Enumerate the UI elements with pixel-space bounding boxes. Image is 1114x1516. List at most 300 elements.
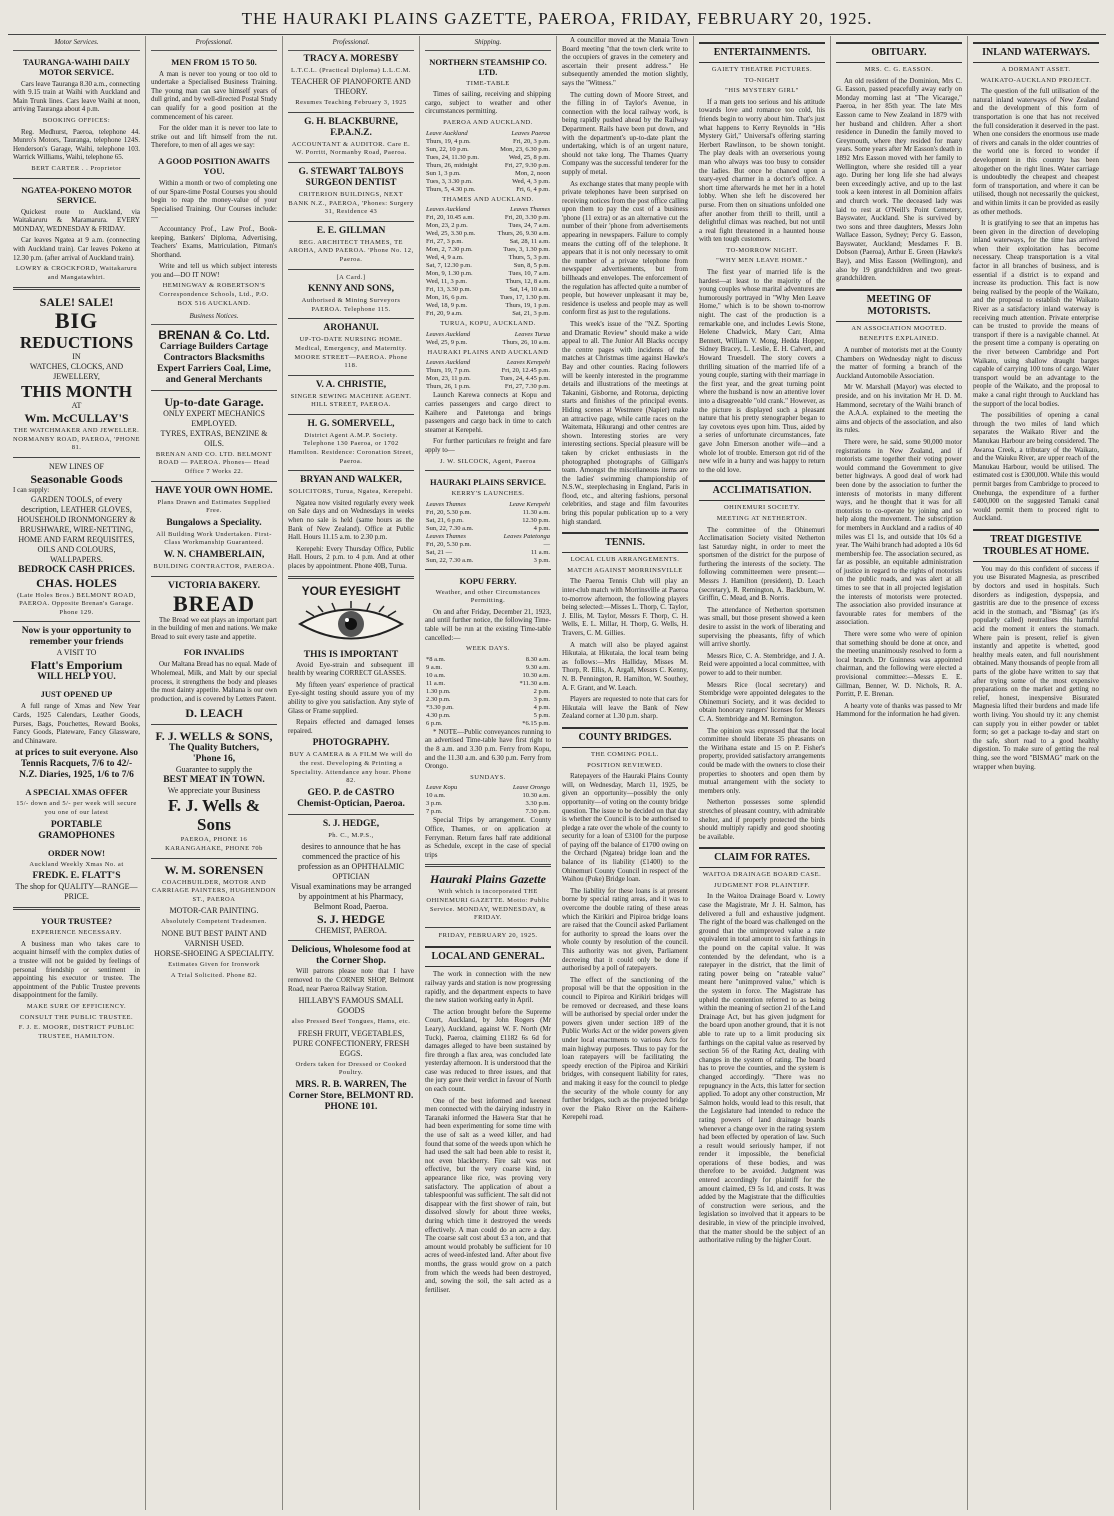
ad-line: District Agent A.M.P. Society. Telephone 130 Paeroa, or 1702 Hamilton. Residence: Coronation Street, Paeroa.: [288, 431, 414, 465]
ad-line: FRESH FRUIT, VEGETABLES, PURE CONFECTIONERY, FRESH EGGS.: [292, 1028, 410, 1058]
article-text: A hearty vote of thanks was passed to Mr Hammond for the information he had given.: [836, 701, 962, 719]
article-subheading: TO-NIGHT: [744, 76, 780, 84]
article-subheading: BENEFITS EXPLAINED.: [859, 335, 939, 343]
timetable-cell: Tues, 24, 11.30 p.m.: [426, 153, 479, 161]
ad-text: On and after Friday, December 21, 1923, and until further notice, the following Time-table will be run at the existing Time-table cancelled:—: [425, 607, 551, 642]
timetable-row: [425, 367, 551, 375]
timetable-cell: Sat, 21 —: [426, 548, 453, 556]
ad-subheading: TIME-TABLE: [466, 79, 510, 87]
ad-display: PHOTOGRAPHY.: [312, 738, 390, 749]
ad-display: Tennis Racquets, 7/6 to 42/- N.Z. Diaries, 1925, 1/6 to 7/6: [19, 759, 134, 781]
article-subheading: GAIETY THEATRE PICTURES.: [711, 66, 813, 73]
article-text: The cutting down of Moore Street, and the filling in of Taylor's Avenue, in connection with the local railway work, is being rapidly pushed ahead by the Railway Department. Rails have been put down, and with the department's up-to-date plant the undertaking, which is of an urgent nature, should not take long. The Thames Quarry Company was the successful tenderer for the supply of metal.: [562, 90, 688, 176]
ad-text: For further particulars re freight and fare apply to—: [425, 437, 551, 454]
ad-line: also Pressed Beef Tongues, Hams, etc.: [291, 1018, 411, 1026]
timetable-cell: 10 a.m.: [426, 792, 446, 800]
ad-line: BERT CARTER . . Proprietor: [31, 164, 122, 172]
timetable-row: [425, 792, 551, 800]
timetable-row: [425, 146, 551, 154]
timetable-row: [425, 154, 551, 162]
article-text: In the Waitoa Drainage Board v. Lowry case the Magistrate, Mr J. H. Salmon, has delivered a full and exhaustive judgment. The right of the board was challenged on the ground that the unimproved value a rate equivalent in total amount to six farthings in the pound on the capital value. It was contended by the defendant, who is a ratepayer in the district, that the limit of rating power being on "rateable value" meant here "unimproved value," which is the system in force. The Magistrate has upheld the contention referred to as being within the meaning of section 21 of the Land Drainage Act, but has given judgment for the board upon another ground, that it is not able to rate up to a limit producing six farthings on the capital value as reserved by section 56 of the Rating Act, dealing with changes in the system of rating. The board has to prove the counties, and the system is changed accordingly. "There was no repugnancy in the Acts, this latter for section applied. To adopt any other construction, Mr Salmon holds, would lead to this result, that the Legislature had intended to reduce the rating powers of land drainage boards whenever a change over in the rating system had been effected by operation of law. Such a result would seriously hamper, if not render it impossible, the beneficial operations of these bodies, and was therefore to be avoided. Judgment was entered accordingly for plaintiff for the amount claimed, £9 5s 1d, and costs. It was added by the Magistrate that the difficulties of construction were serious, and the legislation so involved that it appears to be desirable, in view of the principle involved, that the matter should be the subject of an authoritative ruling by the higher Court.: [699, 892, 825, 1245]
ad-subheading: CONSULT THE PUBLIC TRUSTEE.: [19, 1013, 134, 1021]
ad-subheading: KERRY'S LAUNCHES.: [451, 490, 525, 498]
ad-subheading: Weather, and other Circumstances Permitting.: [435, 588, 541, 605]
ad-text: GARDEN TOOLS, of every description, LEATHER GLOVES, HOUSEHOLD IRONMONGERY & BRUSHWARE, WIRE-NETTING, HOME AND FARM REQUISITES, OILS AND COLOURS, WALLPAPERS.: [17, 494, 136, 564]
timetable-cell: 3.30 p.m.: [525, 800, 550, 808]
ad-heading: YOUR TRUSTEE?: [41, 916, 112, 927]
timetable-cell: 3 p.m.: [533, 695, 550, 703]
timetable-cell: Leaves Turua: [514, 330, 550, 338]
timetable-cell: Sat, 14, 10 a.m.: [509, 286, 550, 294]
timetable-row: [425, 680, 551, 688]
timetable-cell: Fri, 20, 3 p.m.: [512, 137, 550, 145]
timetable-header-row: [425, 206, 551, 214]
column-8: [967, 36, 1104, 1510]
ad-text: Repairs effected and damaged lenses repaired.: [288, 718, 414, 735]
timetable-row: [425, 375, 551, 383]
timetable-row: [425, 286, 551, 294]
article-text: You may do this confident of success if you use Bisurated Magnesia, as prescribed by doctors and used in hospitals. Such disorders as indigestion, dyspepsia, and gastritis are due to the presence of excess acid in the stomach, and "Bismag" (as it's popularly called) neutralises this harmful acid the moment it enters the stomach. Where pain is present, relief is given instantly and appetite is whetted, good healthy meals eaten, and full nourishment obtained. Many thousands of people from all parts of the globe have written to say that after trying some of the most expensive preparations on the market and getting no relief, honest, inexpensive Bisurated Magnesia lifted their burdens and made life worth living. You should try it: any chemist can supply you in either powder or tablet form; so get a package to-day and start on the safe, short road to a good healthy digestion. To make sure of getting the real thing, see the word "BISMAG" mark on the wrapper when buying.: [973, 564, 1099, 771]
article-text: The liability for these loans is at present borne by special rating areas, and it was to overcome the double rating of these areas which the Kirikiri and Pipiroa bridge loans are raised that the Council asked Parliament for authority to spread the loans over the whole county by resolution of the council. This authority was not given, Parliament decreeing that it could only be done if authorised by a poll of ratepayers.: [562, 886, 688, 973]
timetable-cell: Leaves Auckland: [426, 330, 471, 338]
ad-line: Plans Drawn and Estimates Supplied Free.: [157, 498, 271, 515]
timetable-cell: Wed, 11, 3 p.m.: [426, 278, 467, 286]
article-text: Players are requested to note that cars for Hikutaia will leave the Bank of New Zealand corner at 1.30 p.m. sharp.: [562, 695, 688, 721]
timetable-cell: Mon, 2, noon: [514, 169, 550, 177]
ad-line: HORSE-SHOEING A SPECIALITY.: [154, 948, 274, 958]
timetable-cell: Tues, 24, 4.45 p.m.: [500, 375, 550, 383]
timetable-row: [425, 557, 551, 565]
ad-line: Absolutely Competent Tradesmen.: [161, 918, 267, 926]
article-text: Messrs Rice (local secretary) and Stembridge were appointed delegates to the Ohinemuri Society, and it was decided to obtain honorary rangers' licenses for Messrs C. A. Stembridge and M. Remington.: [699, 680, 825, 723]
article-subheading: "HIS MYSTERY GIRL": [725, 87, 799, 95]
timetable-kerrys: [425, 501, 551, 533]
timetable-cell: Sun, 22, 10 p.m.: [426, 145, 469, 153]
timetable-cell: Thurs, 26, 9.30 a.m.: [497, 230, 550, 238]
timetable-cell: Thurs, 5, 3 p.m.: [508, 254, 550, 262]
article-subheading: A DORMANT ASSET.: [1001, 66, 1071, 73]
timetable-row: [425, 509, 551, 517]
ad-display: AROHANUI.: [323, 323, 379, 334]
timetable-cell: Leave Auckland: [426, 129, 468, 137]
timetable-cell: Sun, 8, 5 p.m.: [513, 262, 550, 270]
timetable-cell: Leave Orongo: [512, 784, 550, 792]
ad-text: Visual examinations may be arranged by appointment at his Pharmacy, Belmont Road, Paeroa.: [290, 882, 412, 912]
article-heading: OBITUARY.: [836, 42, 962, 63]
ad-display: 'Phone 16,: [192, 754, 236, 765]
timetable-cell: Leaves Kerepehi: [506, 359, 550, 367]
timetable-row: [425, 222, 551, 230]
ad-line: CRITERION BUILDINGS, NEXT BANK N.Z., PAEROA, 'Phones: Surgery 31, Residence 43: [288, 190, 414, 216]
ad-heading: NORTHERN STEAMSHIP CO. LTD.: [429, 56, 547, 77]
ad-display: Bungalows a Speciality.: [166, 517, 262, 528]
timetable-cell: Fri, 13, 3.30 p.m.: [426, 286, 472, 294]
section-label: Professional.: [288, 36, 414, 51]
ad-display: S. J. HEDGE,: [322, 818, 380, 829]
timetable-cell: Fri, 27, 9.30 p.m.: [504, 161, 550, 169]
ad-line: NONE BUT BEST PAINT AND VARNISH USED.: [161, 928, 267, 948]
column-2: [145, 36, 282, 1510]
article-subheading: TO-MORROW NIGHT.: [726, 246, 798, 254]
timetable-cell: Mon, 23, 11 p.m.: [426, 375, 471, 383]
ad-line: Ph. C., M.P.S.,: [328, 831, 374, 839]
timetable-cell: Fri, 27, 3 p.m.: [426, 238, 464, 246]
ad-text: For the older man it is never too late to strike out and lift himself from the rut. Therefore, to men of all ages we say:: [151, 124, 277, 150]
timetable-cell: Sat, 28, 11 a.m.: [509, 238, 550, 246]
article-text: The first year of married life is the hardest—at least to the majority of the young couples whose marital adventures are humorously portrayed in "Why Men Leave Home," which is to be shown to-morrow night. The cast of the production is a remarkable one, and includes Lewis Stone, Helene Chadwick, Mary Carr, Alma Bennett, William V. Mong, Hedda Hopper, Sidney Bracey, L. Leslie, E. H. Calvert, and Howard Truesdell. The story covers a thrilling situation of the married life of a young couple, starting with their marriage in the first year, and the great turning point where the husband is now an attentive lover into a disagreeable "old crank." However, as the picture is displayed such a pleasant nature that his pretty stenographer began to lay covetous eyes upon him. Thus, aided by a series of unfortunate circumstances, fate gave John Emerson another wife—and a whole lot of trouble. Emerson got rid of the new wife in a hurry and was happy to return to the old love.: [699, 268, 825, 474]
timetable-row: [425, 302, 551, 310]
ad-text: Reg. Medhurst, Paeroa, telephone 44. Munro's Motors, Tauranga, telephone 124S. Henderson's Garage, Waihi, telephone 103. Warrick Williams, Waihi, telephone 65.: [13, 127, 140, 162]
timetable-header-row: [425, 130, 551, 138]
ad-line: The shop for QUALITY—RANGE—PRICE.: [15, 882, 138, 902]
ad-text: A business man who takes care to acquaint himself with the complex duties of a trustee will not be guided by feelings of personal friendship or sentiment in appointing his executor or trustee. The appointment of the Public Trustee prevents disappointment for the family.: [13, 939, 140, 1000]
ad-line: NEW LINES OF: [49, 462, 104, 472]
timetable-cell: Tues, 10, 7 a.m.: [508, 270, 550, 278]
ad-line: Auckland Weekly Xmas No. at: [29, 860, 124, 868]
newspaper-nameplate: Hauraki Plains Gazette: [429, 872, 546, 887]
article-heading: ACCLIMATISATION.: [699, 480, 825, 501]
timetable-cell: Leaves Auckland: [426, 206, 471, 214]
timetable-row: [425, 704, 551, 712]
ad-line: All Building Work Undertaken. First-Class Workmanship Guaranteed.: [156, 530, 272, 547]
timetable-cell: Sat, 21, 3 p.m.: [512, 310, 550, 318]
timetable-cell: 11.30 a.m.: [522, 508, 550, 516]
ad-line: UP-TO-DATE NURSING HOME. Medical, Emergency, and Maternity. MOORE STREET—PAEROA. Phone 118.: [294, 336, 408, 370]
ad-subheading: WEEK DAYS.: [465, 645, 511, 653]
timetable-cell: Tues, 3, 3.30 p.m.: [426, 177, 473, 185]
article-subheading: OHINEMURI SOCIETY.: [723, 504, 801, 512]
ad-display: THIS IS IMPORTANT: [303, 649, 399, 660]
ad-heading: FOR INVALIDS: [183, 647, 245, 658]
article-subheading: MEETING AT NETHERTON.: [716, 514, 808, 522]
timetable-cell: Wed, 4, 9 a.m.: [426, 254, 464, 262]
ad-line: A VISIT TO: [56, 648, 97, 658]
article-subheading: AN ASSOCIATION MOOTED.: [851, 324, 947, 332]
timetable-turua: [425, 331, 551, 347]
ad-line: Orders taken for Dressed or Cooked Poultry.: [295, 1060, 407, 1077]
ad-display: W. N. CHAMBERLAIN,: [163, 550, 265, 560]
timetable-row: [425, 170, 551, 178]
article-subheading: MRS. C. G. EASSON.: [864, 66, 934, 73]
ad-subheading: BOOKING OFFICES:: [42, 116, 111, 124]
ad-display: FREDK. E. FLATT'S: [32, 871, 121, 882]
section-label: Professional.: [151, 36, 277, 51]
ad-display: GEO. P. de CASTRO Chemist-Optician, Paeroa.: [297, 787, 405, 809]
article-subheading: POSITION REVIEWED.: [587, 761, 663, 769]
ad-display: BEDROCK CASH PRICES.: [18, 564, 135, 575]
timetable-cell: Tues, 17, 1.30 p.m.: [500, 294, 550, 302]
timetable-row: [425, 664, 551, 672]
timetable-cell: 11 a.m.: [530, 548, 550, 556]
timetable-cell: 4 p.m.: [533, 703, 550, 711]
ad-text: Accountancy Prof., Law Prof., Book-keeping, Bankers' Diploma, Advertising, Teachers' Exams, Matriculation, Pitman's Shorthand.: [151, 224, 277, 259]
ad-heading: HAURAKI PLAINS SERVICE.: [429, 477, 547, 488]
timetable-cell: 5 p.m.: [533, 711, 550, 719]
timetable-heading: THAMES AND AUCKLAND.: [442, 195, 534, 203]
ad-display: W. M. SORENSEN: [164, 862, 264, 877]
ad-display: BREAD: [172, 590, 255, 616]
ad-display: Seasonable Goods: [30, 472, 123, 487]
article-text: Messrs Rice, C. A. Stembridge, and J. A. Reid were appointed a local committee, with power to add to their number.: [699, 651, 825, 677]
ad-line: We appreciate your Business: [167, 786, 261, 796]
article-text: There were, he said, some 90,000 motor registrations in New Zealand, and if motorists came together their voting power would command the Government to give better highways. A good deal of work had been done by the association to further the interests of motorists in many different ways, and he thought that it was for all motorists to co-operate by joining and so help along the movement. The subscription for members in Auckland and a radius of 40 miles was £1 1s, and outside that 10s 6d a year. The Waihi branch had adopted a 10s 6d membership fee. The association secured, as far as possible, an equitable administration of justice in regard to the rights of motorists on the public roads, and was alert at all times to see that in all projected legislation the interests of motorists were protected. The association also provided insurance at favourable rates for members of the association.: [836, 437, 962, 627]
timetable-cell: Leaves Patetonga: [503, 532, 550, 540]
timetable-cell: Wed, 25, 3.30 p.m.: [426, 230, 476, 238]
section-label: Business Notices.: [151, 310, 277, 325]
timetable-cell: Mon, 9, 1.30 p.m.: [426, 270, 473, 278]
timetable-row: [425, 246, 551, 254]
timetable-heading: TURUA, KOPU, AUCKLAND.: [440, 320, 536, 328]
timetable-row: [425, 310, 551, 318]
article-heading: MEETING OF MOTORISTS.: [836, 289, 962, 322]
ad-heading: A GOOD POSITION AWAITS YOU.: [158, 155, 270, 176]
timetable-cell: Wed, 4, 3 p.m.: [512, 177, 550, 185]
timetable-heading: PAEROA AND AUCKLAND.: [443, 118, 533, 126]
timetable-cell: Sun 1, 3 p.m.: [426, 169, 461, 177]
timetable-cell: *11.30 a.m.: [519, 679, 550, 687]
ad-line: A Trial Solicited. Phone 82.: [170, 971, 258, 979]
ad-line: Authorised & Mining Surveyors PAEROA. Telephone 115.: [301, 297, 401, 313]
timetable-cell: Thurs, 5, 4.30 p.m.: [426, 185, 476, 193]
ad-line: (Late Holes Bros.) BELMONT ROAD, PAEROA. Opposite Brenan's Garage. Phone 129.: [17, 591, 136, 616]
timetable-cell: 2.30 p.m.: [426, 695, 451, 703]
ad-heading: ORDER NOW!: [48, 847, 105, 858]
article-heading: TENNIS.: [562, 532, 688, 553]
ad-display: F. J. WELLS & SONS,: [155, 729, 273, 744]
timetable-heading: HAURAKI PLAINS AND AUCKLAND: [427, 348, 549, 356]
article-text: The question of the full utilisation of the natural inland waterways of New Zealand and the development of this form of transportation is one that has not received the full consideration it deserved in the past. When one considers the enormous use made of rivers and canals in the older countries of the world one is forced to wonder if development in this country has been altogether on the right lines. Water carriage is undoubtedly the cheapest and cheapest form of transportation, and where it can be utilised, though not necessarily the quickest, and within limits it can be provided as easily as other methods.: [973, 87, 1099, 216]
article-text: A councillor moved at the Manaia Town Board meeting "that the town clerk write to the occupiers of graves in the cemetery and ascertain their present address." He subsequently amended the motion slightly, says the "Witness.": [562, 36, 688, 87]
timetable-row: [425, 262, 551, 270]
timetable-row: [425, 517, 551, 525]
ad-subheading: EXPERIENCE NECESSARY.: [31, 929, 122, 937]
article-text: There were some who were of opinion that something should be done at once, and the meeting unanimously resolved to form a local branch. Dr Guinness was appointed chairman, and the following were elected a provisional committee:—Messrs E. E. Gillman, Benner, W. D. Nichols, R. A. Porritt, P. E. Brenan.: [836, 630, 962, 699]
timetable-cell: Leaves Paeroa: [511, 129, 550, 137]
article-subheading: JUDGMENT FOR PLAINTIFF.: [714, 881, 810, 889]
ad-line: TEACHER OF PIANOFORTE AND THEORY.: [291, 77, 411, 97]
ad-heading: KOPU FERRY.: [459, 575, 517, 586]
ad-display: F. J. Wells & Sons: [167, 796, 261, 835]
ad-line: MOTOR-CAR PAINTING.: [169, 906, 259, 916]
timetable-cell: Fri, 20, 10.45 a.m.: [426, 214, 475, 222]
timetable-cell: Thurs, 26, 1 p.m.: [426, 383, 471, 391]
timetable-cell: Wed, 25, 8 p.m.: [508, 153, 550, 161]
timetable-row: [425, 214, 551, 222]
article-text: The work in connection with the new railway yards and station is now progressing rapidly, and the department expects to have the new station working early in April.: [425, 970, 551, 1005]
article-heading: LOCAL AND GENERAL.: [425, 946, 551, 967]
section-label: Shipping.: [425, 36, 551, 51]
timetable-cell: *6.15 p.m.: [522, 719, 550, 727]
timetable-row: [425, 294, 551, 302]
article-text: The committee of the Ohinemuri Acclimatisation Society visited Netherton last Saturday night, in order to meet the sportsmen of the district for the purpose of furthering the interests of the society. The following committeemen were present:—Messrs J. Hamilton (president), D. Leach (secretary), R. Remington, A. Backburn, W. Griffin, C. Mead, and B. Norris.: [699, 525, 825, 603]
timetable-cell: Sun, 22, 7.30 a.m.: [426, 556, 474, 564]
article-text: This week's issue of the "N.Z. Sporting and Dramatic Review" should make a wide appeal to all. The Junior All Blacks occupy the centre pages with incidents of the matches at Christmas time against Hawke's Bay and other counties. Racing followers will be keenly interested in the programme details and illustrations of the meetings at Takanini, Gisborne, and Rotorua, depicting starts and finishes of the principal events. Hiding scenes at Westmere (Napier) make an attractive page, while cattle races on the Waitemata, Hikurangi and other centres are shown. Interesting stories are very interesting sections. Special pleasure will be taken by cricket enthusiasts in the photographed photographs of Gilligan's team. Amongst the miscellaneous items are the ladies' swimming championship of N.S.W., steeplechasing in England, Paris in flood, etc., and altering fashions, personal celebrities, and stage and film favourites bring this popular publication up to a very high standard.: [562, 320, 688, 526]
ad-text: Quickest route to Auckland, via Waitakaruru & Maramarura. EVERY MONDAY, WEDNESDAY & FRIDAY.: [13, 207, 140, 233]
ad-display: CHAS. HOLES: [36, 575, 117, 590]
ad-line: COACHBUILDER, MOTOR AND CARRIAGE PAINTERS, HUGHENDON ST., PAEROA: [151, 878, 277, 903]
timetable-cell: 10 a.m.: [426, 671, 446, 679]
timetable-cell: 4.30 p.m.: [426, 711, 451, 719]
ad-text: A man is never too young or too old to undertake a Specialised Business Training. The young man can save himself years of dull grind, and by well-directed Postal Study can qualify for a good position at the commencement of his career.: [151, 69, 277, 121]
ad-line: Resumes Teaching February 3, 1925: [295, 99, 407, 107]
ad-display: at prices to suit everyone. Also: [15, 748, 138, 759]
ad-display: S. J. HEDGE: [316, 912, 385, 927]
timetable-cell: Mon, 23, 6.30 p.m.: [500, 145, 550, 153]
ad-subheading: SUNDAYS.: [470, 773, 506, 781]
timetable-cell: Thurs, 26, midnight: [426, 161, 478, 169]
timetable-row: [425, 525, 551, 533]
ad-line: ACCOUNTANT & AUDITOR. Care E. W. Porritt, Normanby Road, Paeroa.: [291, 140, 411, 157]
ad-display: TRACY A. MORESBY: [303, 53, 399, 64]
ad-text: Write and tell us which subject interests you and—DO IT NOW!: [151, 262, 277, 279]
timetable-cell: Leave Kopu: [426, 784, 458, 792]
article-subheading: WAIKATO-AUCKLAND PROJECT.: [980, 76, 1092, 84]
timetable-cell: Mon, 2, 7.30 p.m.: [426, 246, 473, 254]
masthead: THE HAURAKI PLAINS GAZETTE, PAEROA, FRIDAY, FEBRUARY 20, 1925.: [8, 4, 1106, 35]
timetable-thames: [425, 206, 551, 318]
timetable-cell: Tues, 3, 1.30 p.m.: [503, 246, 550, 254]
ad-heading: MEN FROM 15 TO 50.: [171, 56, 257, 67]
article-text: The attendance of Netherton sportsmen was small, but those present showed a keen desire to assist in the work of liberating and supervising the pheasants, fifty of which will arrive shortly.: [699, 605, 825, 649]
ad-text: Car leaves Ngatea at 9 a.m. (connecting with Auckland train). Car leaves Pokeno at 12.30 p.m. (after arrival of Auckland train).: [13, 236, 140, 262]
article-subheading: WAITOA DRAINAGE BOARD CASE.: [702, 871, 822, 879]
timetable-row: [425, 712, 551, 720]
column-4: [419, 36, 556, 1510]
ad-text: Within a month or two of completing one of our Spare-time Postal Courses you should begin to reap the money-value of your Specialised Training. Our Courses include:—: [151, 178, 277, 222]
ad-text: * NOTE—Public conveyances running to an advertised Time-table have first right to the 8 a.m. and 3.30 p.m. Ferry from Kopu, and the 11.30 a.m. and 6.30 p.m. Ferry from Orongo.: [425, 727, 551, 771]
ad-text: Will patrons please note that I have removed to the CORNER SHOP, Belmont Road, near Paeroa Railway Station.: [288, 967, 414, 993]
timetable-cell: Thurs, 19, 1 p.m.: [505, 302, 550, 310]
timetable-cell: Thurs, 12, 8 a.m.: [505, 278, 550, 286]
timetable-row: [425, 339, 551, 347]
timetable-row: [425, 383, 551, 391]
timetable-cell: Leaves Thames: [510, 206, 550, 214]
ad-display: HAVE YOUR OWN HOME.: [155, 485, 273, 496]
timetable-cell: 3 p.m.: [533, 556, 550, 564]
timetable-row: [425, 808, 551, 816]
column-7: [830, 36, 967, 1510]
ad-display: BRENAN & Co. Ltd.: [158, 327, 270, 342]
timetable-header-row: [425, 533, 551, 541]
timetable-cell: Sat, 7, 12.30 p.m.: [426, 262, 472, 270]
article-text: Netherton possesses some splendid stretches of pleasant country, with admirable shelter, and if properly protected the birds should multiply rapidly and good shooting be available.: [699, 798, 825, 841]
timetable-cell: Tues, 24, 7 a.m.: [508, 222, 550, 230]
timetable-cell: Fri, 20, 5.30 p.m.: [426, 540, 472, 548]
ad-heading: TAURANGA-WAIHI DAILY MOTOR SERVICE.: [23, 56, 130, 77]
timetable-cell: 6 p.m.: [426, 719, 443, 727]
ad-line: ONLY EXPERT MECHANICS EMPLOYED.: [163, 408, 265, 428]
ad-heading: NGATEA-POKENO MOTOR SERVICE.: [21, 184, 132, 205]
issue-date: FRIDAY, FEBRUARY 20, 1925.: [438, 931, 538, 939]
timetable-cell: Leaves Auckland: [426, 359, 471, 367]
ad-display: Flatt's Emporium: [30, 658, 123, 673]
ad-text: A full range of Xmas and New Year Cards, 1925 Calendars, Leather Goods, Purses, Bags, Pouchettes, Reward Books, Fancy Goods, Plateware, Fancy Glassware, and Chinaware.: [13, 702, 140, 745]
ad-line: REG. ARCHITECT THAMES, TE AROHA, AND PAEROA. 'Phone No. 12, Paeroa.: [288, 238, 414, 263]
ad-line: HILLABY'S FAMOUS SMALL GOODS: [298, 996, 404, 1016]
ad-display: H. G. SOMERVELL,: [307, 418, 395, 429]
timetable-cell: Sat, 21, 6 p.m.: [426, 516, 464, 524]
timetable-row: [425, 688, 551, 696]
ad-heading: A SPECIAL XMAS OFFER: [25, 787, 128, 798]
article-subheading: LOCAL CLUB ARRANGEMENTS.: [570, 556, 680, 564]
timetable-row: [425, 672, 551, 680]
ad-subheading: MAKE SURE OF EFFICIENCY.: [26, 1002, 127, 1010]
timetable-cell: *3.30 p.m.: [426, 703, 454, 711]
timetable-row: [425, 800, 551, 808]
ad-display: BEST MEAT IN TOWN.: [163, 775, 265, 786]
timetable-cell: 11 a.m.: [426, 679, 446, 687]
ad-line: HEMINGWAY & ROBERTSON'S Correspondence Schools, Ltd., P.O. BOX 516 AUCKLAND.: [159, 282, 269, 307]
article-heading: ENTERTAINMENTS.: [699, 42, 825, 63]
ad-line: BRENAN AND CO. LTD. BELMONT ROAD — PAEROA. Phones— Head Office 7 Works 22.: [155, 450, 273, 476]
timetable-cell: Wed, 25, 9 p.m.: [426, 338, 468, 346]
timetable-header-row: [425, 331, 551, 339]
timetable-row: [425, 270, 551, 278]
timetable-cell: 7 p.m.: [426, 808, 443, 816]
column-3: [282, 36, 419, 1510]
ad-display: Now is your opportunity to remember your friends: [21, 626, 132, 648]
ad-line: SINGER SEWING MACHINE AGENT. HILL STREET, PAEROA.: [290, 392, 412, 409]
timetable-cell: Fri, 20, 12.45 p.m.: [501, 367, 550, 375]
timetable-cell: 4 p.m.: [533, 524, 550, 532]
ad-line: J. W. SILCOCK, Agent, Paeroa: [440, 457, 536, 465]
timetable-ferry-sundays: [425, 784, 551, 816]
ad-display: G. STEWART TALBOYS SURGEON DENTIST: [298, 166, 404, 188]
ad-text: Special Trips by arrangement. County Office, Thames, or on application at Ferryman. Return fares half rate additional as Schedule, except in the case of special trips: [425, 816, 551, 859]
timetable-cell: Fri, 20, 3.30 p.m.: [504, 214, 550, 222]
ad-text: Cars leave Tauranga 8.30 a.m., connecting with 9.15 train at Waihi with Auckland and Main Trunk lines. Cars leave Waihi at noon, arriving Tauranga about 4 p.m.: [13, 79, 140, 114]
ad-text: The Bread we eat plays an important part in the building of men and nations. We make Bread to suit every taste and appetite.: [151, 615, 277, 641]
timetable-cell: Wed, 18, 9 p.m.: [426, 302, 468, 310]
timetable-row: [425, 254, 551, 262]
timetable-cell: 3 p.m.: [426, 800, 443, 808]
ad-display: BRYAN AND WALKER,: [300, 475, 402, 486]
ad-display: Wm. McCULLAY'S: [24, 411, 129, 426]
article-heading: COUNTY BRIDGES.: [562, 727, 688, 748]
timetable-row: [425, 720, 551, 728]
ad-display: BIG: [54, 308, 99, 334]
column-1: [8, 36, 145, 1510]
ad-display: WILL HELP YOU.: [37, 672, 116, 683]
timetable-cell: Leave Kerepehi: [509, 500, 550, 508]
ad-line: BUILDING CONTRACTOR, PAEROA.: [153, 563, 275, 570]
timetable-row: [425, 162, 551, 170]
article-text: The possibilities of opening a canal through the two miles of land which separates the Waikato River and the Manukau Harbour are being considered. The Awaroa Creek, a tributary of the Waikato, and the Waiuku River, are upper reach of the Manukau Harbour, would be utilised. The estimated cost is £300,000. While this would permit barges from Cambridge to proceed to Onehunga, the expenditure of a further £400,000 on the suggested Tamaki canal would permit them to proceed right to Auckland.: [973, 411, 1099, 523]
article-subheading: MATCH AGAINST MORRINSVILLE: [567, 566, 683, 574]
ad-line: PAEROA, PHONE 16 KARANGAHAKE, PHONE 70b: [165, 836, 263, 852]
timetable-header-row: [425, 784, 551, 792]
article-subheading: THE COMING POLL.: [590, 750, 660, 758]
timetable-hauraki: [425, 359, 551, 391]
article-text: As exchange states that many people with private telephones have been surprised on receiving notices from the post office calling upon them to pay the cost of a business 'phone (11 extra) or as an alternative cut the number of their 'phone from advertisements appearing in newspapers. Failure to comply means the cutting off of the telephone. It appears that it is not only necessary to omit the number of a private telephone from newspaper advertisements, but from billheads and envelopes. The enforcement of the regulation has affected quite a number of people, but however unpleasant it may be, residence is useless and people may as well conform first as just to the regulations.: [562, 179, 688, 317]
ad-line: Guarantee to supply the: [175, 765, 253, 775]
newspaper-page: [8, 36, 1106, 1510]
timetable-header-row: [425, 359, 551, 367]
article-text: One of the best informed and keenest men connected with the dairying industry in Taranaki informed the Hawera Star that he had been experimenting for some time with the use of salt as a weed killer, and had found that some of the weeds upon which he had used the salt had been able to resist it, not even blackberry. Fire salt was not effective, but the very coarse kind, in appearance like rice, was proving very satisfactory. The application of about a tablespoonful was sufficient. The salt did not disappear with the first shower of rain, but dissolved slowly for about three weeks, during which time it destroyed the weeds effectively. A man could do an acre a day. The coarse salt cost about £3 a ton, and that amount would probably be sufficient for 10 acres of weed-infested land. After about five months, the grass would grow on a patch from which the weeds had been destroyed, and, sowing the soil, the salt acted as a fertiliser.: [425, 1096, 551, 1294]
ad-display: VICTORIA BAKERY.: [167, 580, 261, 591]
article-text: An old resident of the Dominion, Mrs C. G. Easson, passed peacefully away early on Monday morning last at "The Vicarage," Paeroa, in her 85th year. The late Mrs Easson came to New Zealand in 1879 with her husband and children. After a short residence in Dunedin the family moved to Greymouth, where they resided for many years. Some years after Mr Easson's death in 1892 Mrs Easson moved with her family to Wellington, where she resided till a year ago. During her long life she had always been exceedingly active, and up to the last took a keen interest in all Dominion affairs and church work. The deceased lady was laid to rest at O'Neill's Point Cemetery, Bayswater, Auckland. She is survived by two sons and three daughters, Messrs John Wallace Easson, Sydney; Percy G. Easson, Bayswater, Auckland; Mesdames F. B. Dobson (Paeroa), Arthur E. Green (Hawke's Bay), and Miss Easson (Wellington), and also by 19 grandchildren and two great-grandchildren.: [836, 76, 962, 283]
timetable-row: [425, 186, 551, 194]
timetable-ferry-weekdays: [425, 656, 551, 728]
timetable-cell: 10.30 a.m.: [522, 792, 550, 800]
ad-display: G. H. BLACKBURNE, F.P.A.N.Z.: [304, 116, 398, 138]
timetable-cell: 9 a.m.: [426, 663, 443, 671]
timetable-cell: Fri, 20, 5.30 p.m.: [426, 508, 472, 516]
timetable-cell: Fri, 6, 4 p.m.: [516, 185, 550, 193]
ad-line: 15/- down and 5/- per week will secure you one of our latest: [16, 800, 137, 816]
article-text: It is gratifying to see that an impetus has been given in the direction of developing inland waterways, for the time has arrived when their exploitation has become necessary. Cheap transportation is a vital factor in all branches of business, and is essential if a district is to expand and increase its production. This fact is now being realised by the people of the Waikato, and the proposal to establish the Waikato River as a satisfactory inland waterway is receiving much attention. Private enterprise can be trusted to provide the means of transport if there is a navigable channel. At the present time a company is operating on the river between Cambridge and Port Waikato, using shallow draught barges capable of carrying 100 tons of cargo. Water transport would be an advantage to the people of the Waikato, and the proposal to make a canal right through to Auckland has the support of the local bodies.: [973, 219, 1099, 408]
timetable-cell: Mon, 16, 6 p.m.: [426, 294, 468, 302]
